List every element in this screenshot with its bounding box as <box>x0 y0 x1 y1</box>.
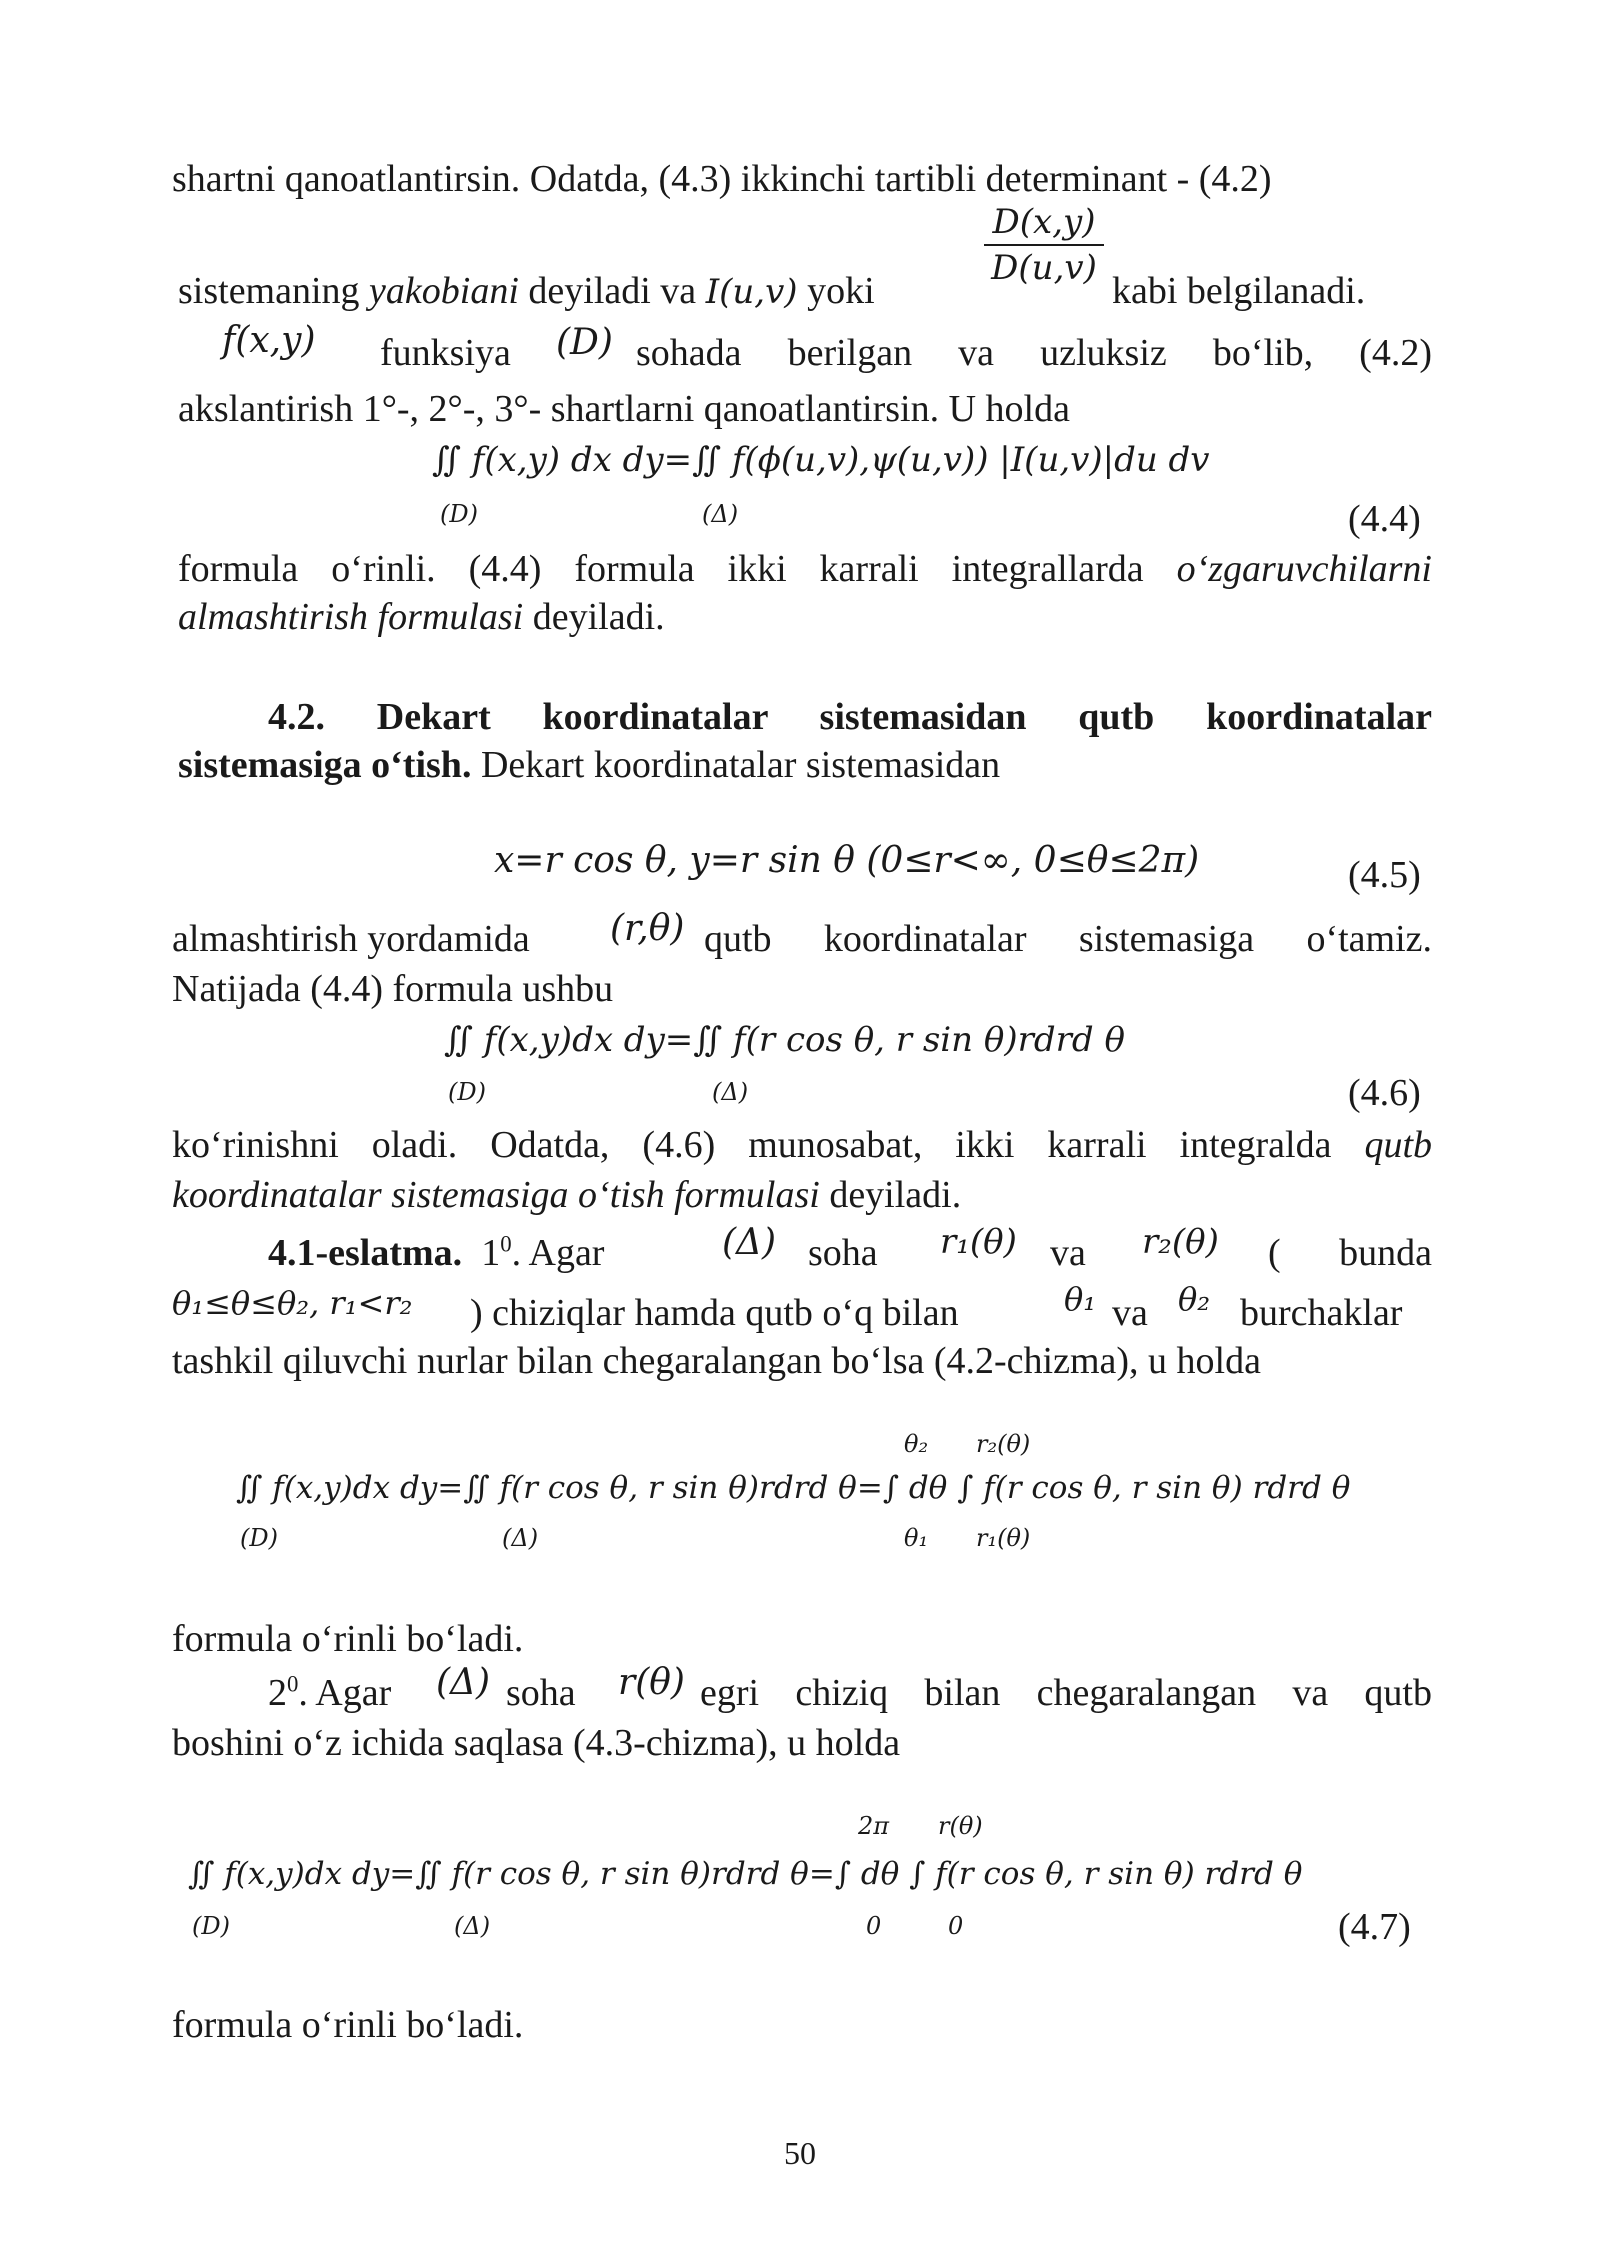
note-equation: ∬ f(x,y)dx dy=∬ f(r cos θ, r sin θ)rdrd θ=∫ dθ ∫ f(r cos θ, r sin θ) rdrd θ <box>236 1470 1351 1506</box>
note-line-1d: ( bunda <box>1268 1232 1432 1274</box>
note-title: 4.1-eslatma. <box>268 1232 463 1274</box>
equation-4-4: ∬ f(x,y) dx dy=∬ f(ϕ(u,v),ψ(u,v)) |I(u,v)|du dv <box>432 440 1210 480</box>
equation-4-6: ∬ f(x,y)dx dy=∬ f(r cos θ, r sin θ)rdrd θ <box>444 1020 1125 1060</box>
jacobian-numerator: D(x,y) <box>984 200 1104 246</box>
math-Delta-2: (Δ) <box>436 1662 491 1703</box>
text-line-3b: sohada berilgan va uzluksiz bo‘lib, (4.2) <box>636 332 1432 374</box>
note-line-2c: burchaklar <box>1240 1292 1403 1334</box>
equation-number-4-5: (4.5) <box>1348 854 1421 896</box>
math-I-uv: I(u,v) <box>705 272 798 312</box>
eq47-upper-limit-1: 2π <box>858 1812 890 1840</box>
text-line-10: koordinatalar sistemasiga o‘tish formulasi deyiladi. <box>172 1174 962 1216</box>
math-D: (D) <box>556 322 613 363</box>
text-line-2: sistemaning yakobiani deyiladi va I(u,v) yoki <box>178 270 875 312</box>
term-almashtirish-formulasi: almashtirish formulasi <box>178 596 524 638</box>
para2-line-1b: soha <box>506 1672 576 1714</box>
note-line-3: tashkil qiluvchi nurlar bilan chegaralangan bo‘lsa (4.2-chizma), u holda <box>172 1340 1261 1382</box>
note-line-2b: va <box>1112 1292 1148 1334</box>
math-r-of-theta: r(θ) <box>618 1662 685 1703</box>
math-r1-theta: r₁(θ) <box>940 1222 1017 1262</box>
term-qutb: qutb <box>1364 1124 1432 1166</box>
note-eq-sub-D: (D) <box>240 1524 278 1552</box>
equation-4-6-sub-D: (D) <box>448 1078 486 1106</box>
equation-4-7: ∬ f(x,y)dx dy=∬ f(r cos θ, r sin θ)rdrd θ=∫ dθ ∫ f(r cos θ, r sin θ) rdrd θ <box>188 1856 1303 1892</box>
jacobian-fraction <box>984 200 1104 290</box>
eq47-lower-limit-2: 0 <box>948 1912 964 1940</box>
para2-line-1a: $2^0$. Agar <box>268 1671 392 1714</box>
text-line-7b: qutb koordinatalar sistemasiga o‘tamiz. <box>704 918 1432 960</box>
text-line-7a: almashtirish yordamida <box>172 918 530 960</box>
term-qutb-formulasi: koordinatalar sistemasiga o‘tish formulasi <box>172 1174 820 1216</box>
text-line-2-end: kabi belgilanadi. <box>1112 270 1366 312</box>
eq47-sub-Delta: (Δ) <box>454 1912 491 1940</box>
text-line-5: formula o‘rinli. (4.4) formula ikki karrali integrallarda o‘zgaruvchilarni <box>178 548 1432 590</box>
eq47-sub-D: (D) <box>192 1912 230 1940</box>
math-condition: θ₁≤θ≤θ₂, r₁<r₂ <box>172 1284 413 1322</box>
note-line-2a: ) chiziqlar hamda qutb o‘q bilan <box>470 1292 959 1334</box>
math-r2-theta: r₂(θ) <box>1142 1222 1219 1262</box>
note-eq-lower-limit-2: r₁(θ) <box>976 1524 1031 1552</box>
para2-line-1c: egri chiziq bilan chegaralangan va qutb <box>700 1672 1432 1714</box>
section-heading-bold: sistemasiga o‘tish. <box>178 744 472 786</box>
equation-number-4-6: (4.6) <box>1348 1072 1421 1114</box>
para2-line-2: boshini o‘z ichida saqlasa (4.3-chizma), u holda <box>172 1722 901 1764</box>
note-eq-upper-limit-2: r₂(θ) <box>976 1430 1031 1458</box>
equation-4-4-sub-D: (D) <box>440 500 478 528</box>
text-line-3a: funksiya <box>380 332 511 374</box>
equation-4-5: x=r cos θ, y=r sin θ (0≤r<∞, 0≤θ≤2π) <box>494 840 1200 881</box>
note-eq-upper-limit-1: θ₂ <box>904 1430 929 1458</box>
note-line-1c: va <box>1050 1232 1086 1274</box>
math-theta1: θ₁ <box>1064 1280 1097 1318</box>
text-line-6: almashtirish formulasi deyiladi. <box>178 596 665 638</box>
math-r-theta: (r,θ) <box>610 908 685 949</box>
math-theta2: θ₂ <box>1178 1280 1211 1318</box>
note-line-1b: soha <box>808 1232 878 1274</box>
section-heading-line-1: 4.2. Dekart koordinatalar sistemasidan qutb koordinatalar <box>268 696 1432 738</box>
text-line-1: shartni qanoatlantirsin. Odatda, (4.3) ikkinchi tartibli determinant - (4.2) <box>172 158 1272 200</box>
equation-number-4-7: (4.7) <box>1338 1906 1411 1948</box>
equation-4-6-sub-Delta: (Δ) <box>712 1078 749 1106</box>
text-line-9: ko‘rinishni oladi. Odatda, (4.6) munosabat, ikki karrali integralda qutb <box>172 1124 1432 1166</box>
text-line-12: formula o‘rinli bo‘ladi. <box>172 2004 524 2046</box>
math-Delta-1: (Δ) <box>722 1222 777 1263</box>
text-line-8: Natijada (4.4) formula ushbu <box>172 968 614 1010</box>
note-eq-lower-limit-1: θ₁ <box>904 1524 929 1552</box>
text-line-11: formula o‘rinli bo‘ladi. <box>172 1618 524 1660</box>
term-ozgaruvchilarni: o‘zgaruvchilarni <box>1176 548 1432 590</box>
term-yakobiani: yakobiani <box>369 270 519 312</box>
math-f-xy: f(x,y) <box>222 320 316 361</box>
page-number: 50 <box>784 2135 816 2171</box>
eq47-lower-limit-1: 0 <box>866 1912 882 1940</box>
jacobian-denominator: D(u,v) <box>991 248 1097 288</box>
text-line-4: akslantirish 1°-, 2°-, 3°- shartlarni qanoatlantirsin. U holda <box>178 388 1070 430</box>
section-heading-line-2: sistemasiga o‘tish. Dekart koordinatalar sistemasidan <box>178 744 1001 786</box>
equation-4-4-sub-Delta: (Δ) <box>702 500 739 528</box>
equation-number-4-4: (4.4) <box>1348 498 1421 540</box>
note-eq-sub-Delta: (Δ) <box>502 1524 539 1552</box>
eq47-upper-limit-2: r(θ) <box>938 1812 983 1840</box>
note-line-1a: 4.1-eslatma. $1^0$. Agar <box>268 1231 605 1274</box>
